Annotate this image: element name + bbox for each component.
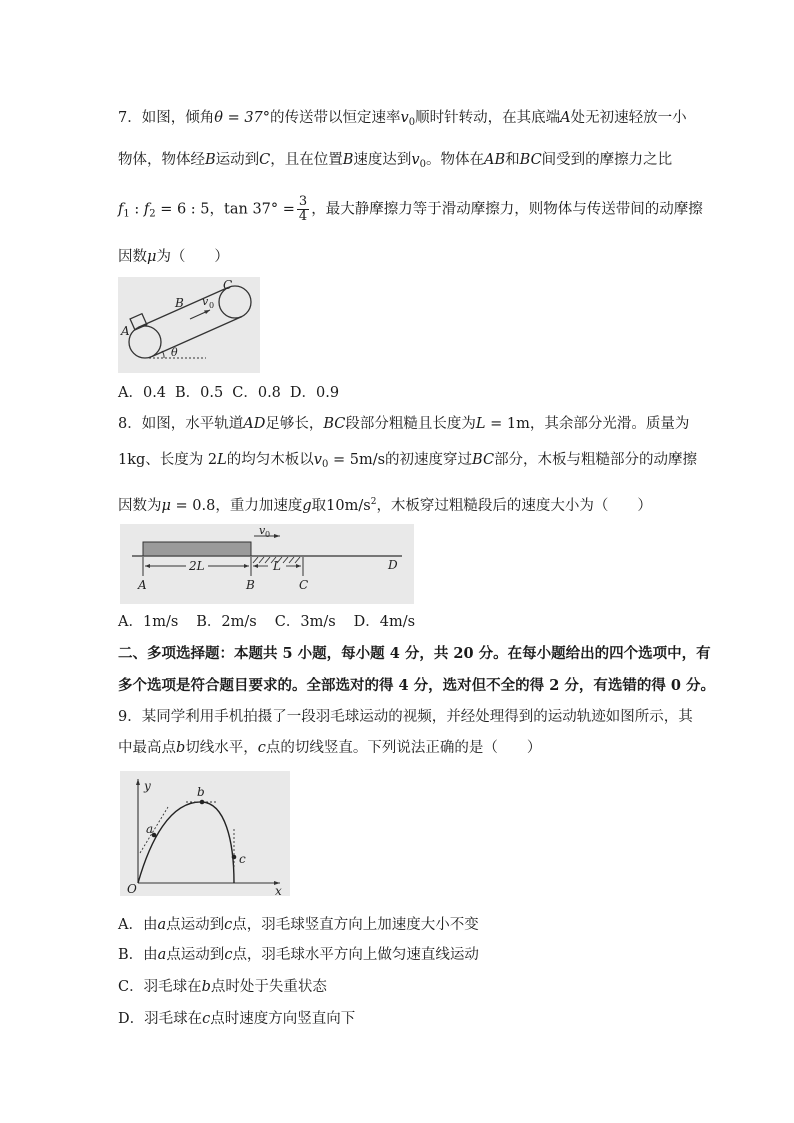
q9-fig-label-b: b bbox=[197, 785, 205, 799]
q8-line-2: 1kg、长度为 2L的均匀木板以$v_0 = 5m/s$的初速度穿过BC部分，木板与粗糙部分的动摩擦 bbox=[118, 452, 698, 470]
q9-option-b[interactable]: B．由a点运动到c点，羽毛球水平方向上做匀速直线运动 bbox=[118, 947, 479, 963]
q7-conveyor-figure bbox=[118, 277, 260, 373]
q8-choice-b[interactable]: B．2m/s bbox=[196, 614, 257, 630]
q7-choice-d[interactable]: D．0.9 bbox=[289, 385, 340, 401]
q8-fig-label-2l: 2L bbox=[189, 559, 205, 573]
q7-fig-label-a: A bbox=[121, 324, 130, 338]
q9-trajectory-figure bbox=[120, 771, 290, 896]
q8-choices bbox=[118, 612, 433, 632]
q7-line-4: 因数μ为（ ） bbox=[118, 249, 229, 265]
q9-option-d[interactable]: D．羽毛球在c点时速度方向竖直向下 bbox=[118, 1011, 356, 1027]
q9-fig-label-y: y bbox=[144, 779, 151, 793]
q7-line-1: 7．如图，倾角θ = 37°的传送带以恒定速率$v_0$顺时针转动，在其底端A处无初速轻放一小 bbox=[118, 110, 687, 128]
q7-fig-label-c: C bbox=[223, 278, 233, 292]
q8-fig-label-d: D bbox=[388, 558, 398, 572]
q7-choice-b[interactable]: B．0.5 bbox=[175, 385, 224, 401]
q8-fig-label-v0: 0 bbox=[265, 530, 271, 539]
q7-choice-c[interactable]: C．0.8 bbox=[232, 385, 281, 401]
section-2-heading-line-1: 二、多项选择题：本题共 5 小题，每小题 4 分，共 20 分。在每小题给出的四个选项中，有 bbox=[118, 645, 711, 662]
q8-fig-label-l: L bbox=[273, 559, 281, 573]
q8-fig-label-b: B bbox=[246, 578, 255, 592]
q9-fig-label-a: a bbox=[146, 822, 154, 836]
q9-fig-label-c: c bbox=[239, 852, 246, 866]
q7-fig-label-v: v bbox=[202, 295, 209, 308]
q9-fig-label-o: O bbox=[127, 882, 137, 896]
q7-choices bbox=[118, 383, 348, 403]
q9-option-a[interactable]: A．由a点运动到c点，羽毛球竖直方向上加速度大小不变 bbox=[118, 917, 479, 933]
q9-fig-label-x: x bbox=[275, 884, 282, 896]
q8-choice-d[interactable]: D．4m/s bbox=[353, 614, 416, 630]
tan-fraction: $\frac{3}{4}$ bbox=[298, 194, 308, 224]
q9-line-2: 中最高点b切线水平，c点的切线竖直。下列说法正确的是（ ） bbox=[118, 740, 542, 756]
q9-line-1: 9．某同学利用手机拍摄了一段羽毛球运动的视频，并经处理得到的运动轨迹如图所示，其 bbox=[118, 709, 693, 725]
q7-fig-label-theta: θ bbox=[171, 346, 178, 359]
section-2-heading-line-2: 多个选项是符合题目要求的。全部选对的得 4 分，选对但不全的得 2 分，有选错的得 0 分。 bbox=[118, 677, 716, 694]
q7-line-2: 物体，物体经B运动到C，且在位置B速度达到$v_0$。物体在AB和BC间受到的摩擦力之比 bbox=[118, 152, 673, 170]
q8-choice-a[interactable]: A．1m/s bbox=[118, 614, 179, 630]
q8-fig-label-c: C bbox=[299, 578, 309, 592]
q8-fig-label-a: A bbox=[138, 578, 147, 592]
q7-choice-a[interactable]: A．0.4 bbox=[118, 385, 167, 401]
q8-choice-c[interactable]: C．3m/s bbox=[274, 614, 336, 630]
q8-line-3: 因数为μ = 0.8，重力加速度g取$10m/s^2$，木板穿过粗糙段后的速度大小为（ ） bbox=[118, 497, 652, 514]
q7-fig-label-v0: 0 bbox=[209, 301, 215, 310]
q7-fig-label-b: B bbox=[175, 296, 184, 310]
q7-line-3: $f_1$ : $f_2 = 6$ : 5，tan 37° = $\frac{3}{4}$ ，最大静摩擦力等于滑动摩擦力，则物体与传送带间的动摩擦 bbox=[118, 194, 703, 224]
q8-track-figure bbox=[120, 524, 414, 604]
q8-line-1: 8．如图，水平轨道AD足够长，BC段部分粗糙且长度为L = 1m，其余部分光滑。质量为 bbox=[118, 416, 690, 432]
q9-option-c[interactable]: C．羽毛球在b点时处于失重状态 bbox=[118, 979, 327, 995]
q8-fig-label-v: v bbox=[259, 524, 266, 537]
